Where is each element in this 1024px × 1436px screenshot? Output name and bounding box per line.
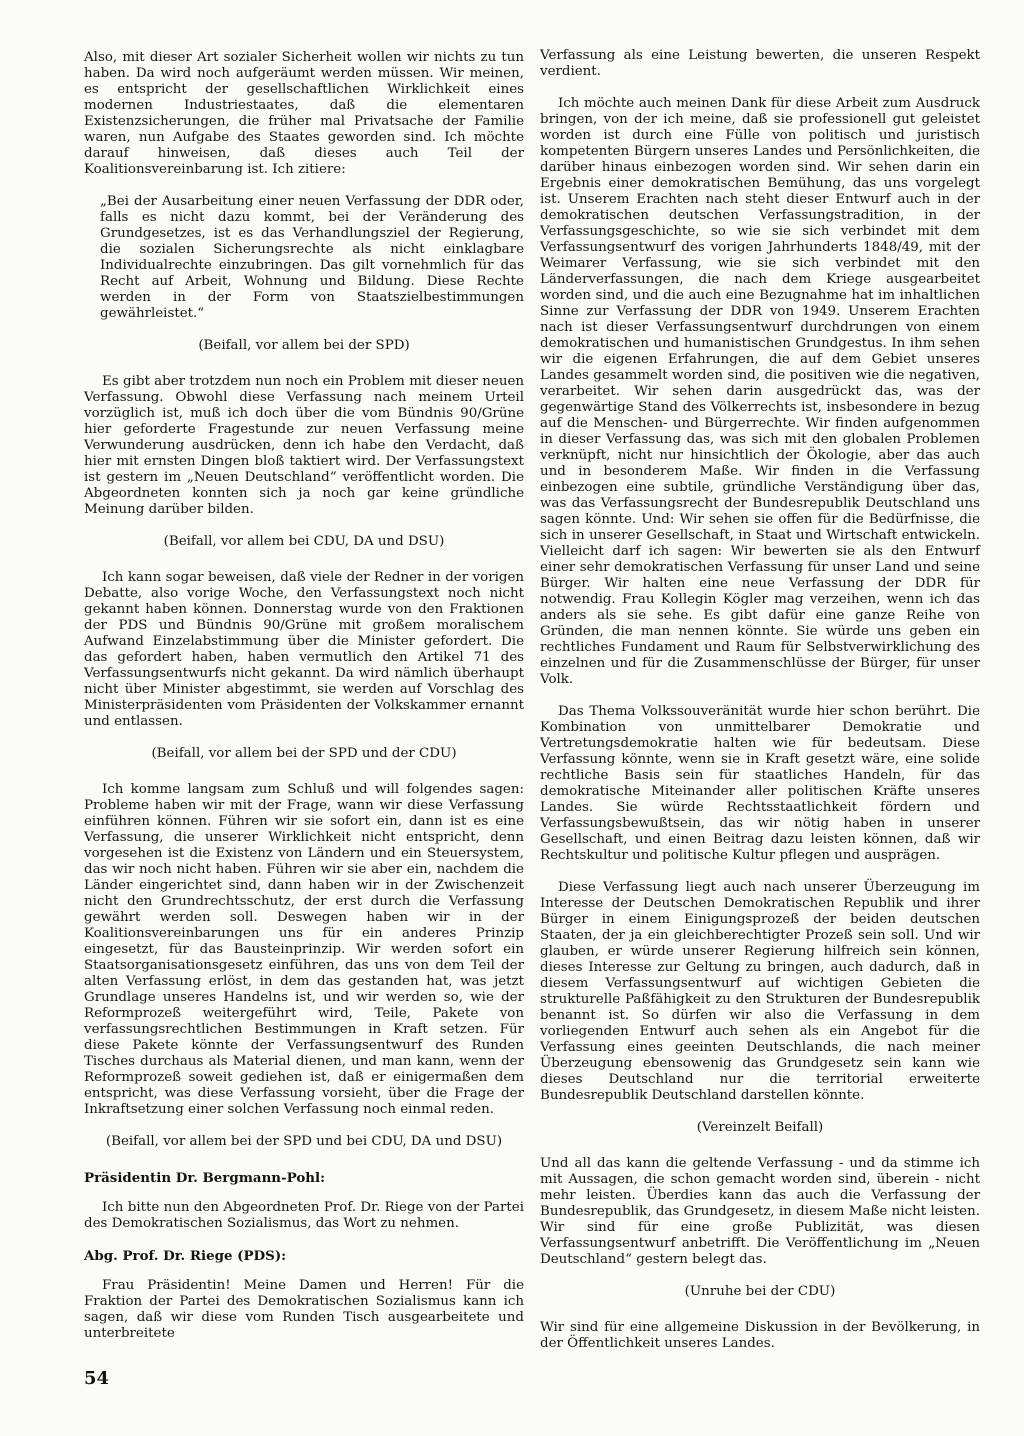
applause-note: (Beifall, vor allem bei der SPD und bei CDU, DA und DSU) xyxy=(105,1134,503,1149)
speaker-heading: Präsidentin Dr. Bergmann-Pohl: xyxy=(84,1170,326,1186)
paragraph: Ich bitte nun den Abgeordneten Prof. Dr. Riege von der Partei des Demokratischen Sozialismus, das Wort zu nehmen. xyxy=(84,1200,524,1231)
applause-note: (Beifall, vor allem bei CDU, DA und DSU) xyxy=(163,534,445,549)
paragraph: Und all das kann die geltende Verfassung - und da stimme ich mit Aussagen, die schon gemacht worden sind, überein - nicht mehr leisten. Überdies kann das auch die Verfassung der Bundesrepublik, das Grundgesetz, in diesem Maße nicht leisten. Wir sind für eine große Publizität, was diesen Verfassungsentwurf anbetrifft. Die Veröffentlichung im „Neuen Deutschland“ gestern belegt das. xyxy=(540,1156,980,1267)
paragraph: Es gibt aber trotzdem nun noch ein Problem mit dieser neuen Verfassung. Obwohl diese Verfassung nach meinem Urteil vorzüglich ist, muß ich doch über die vom Bündnis 90/Grüne hier geforderte Fragestunde zur neuen Verfassung meine Verwunderung ausdrücken, denn ich habe den Verdacht, daß hier mit ernsten Dingen bloß taktiert wird. Der Verfassungstext ist gestern im „Neuen Deutschland“ veröffentlicht worden. Die Abgeordneten konnten sich ja noch gar keine gründliche Meinung darüber bilden. xyxy=(84,374,524,517)
left-column xyxy=(84,50,524,1358)
paragraph: Also, mit dieser Art sozialer Sicherheit wollen wir nichts zu tun haben. Da wird noch aufgeräumt werden müssen. Wir meinen, es entspricht der gesellschaftlichen Wirklichkeit eines modernen Industriestaates, daß die elementaren Existenzsicherungen, die früher mal Privatsache der Familie waren, nun Aufgabe des Staates geworden sind. Ich möchte darauf hinweisen, daß dieses auch Teil der Koalitionsvereinbarung ist. Ich zitiere: xyxy=(84,50,524,177)
paragraph: Wir sind für eine allgemeine Diskussion in der Bevölkerung, in der Öffentlichkeit unseres Landes. xyxy=(540,1320,980,1351)
paragraph: Ich kann sogar beweisen, daß viele der Redner in der vorigen Debatte, also vorige Woche, den Verfassungstext noch nicht gekannt haben können. Donnerstag wurde von den Fraktionen der PDS und Bündnis 90/Grüne mit großem moralischem Aufwand Einzelabstimmung über die Minister gefordert. Die das gefordert haben, haben vermutlich den Artikel 71 des Verfassungsentwurfs nicht gekannt. Da wird nämlich überhaupt nicht über Minister abgestimmt, sie werden auf Vorschlag des Ministerpräsidenten vom Präsidenten der Volkskammer ernannt und entlassen. xyxy=(84,570,524,729)
paragraph: Ich möchte auch meinen Dank für diese Arbeit zum Ausdruck bringen, von der ich meine, daß sie professionell gut geleistet worden ist durch eine Fülle von politisch und juristisch kompetenten Bürgern unseres Landes und Persönlichkeiten, die darüber hinaus einbezogen worden sind. Wir sehen darin ein Ergebnis einer demokratischen Bemühung, das uns vorgelegt ist. Unserem Erachten nach steht dieser Entwurf auch in der demokratischen deutschen Verfassungstradition, in der Verfassungsgeschichte, so wie sie sich verbindet mit dem Verfassungsentwurf des vorigen Jahrhunderts 1848/49, mit der Weimarer Verfassung, wie sie sich verbindet mit den Länderverfassungen, die nach dem Kriege ausgearbeitet worden sind, und die auch eine Bezugnahme hat im inhaltlichen Sinne zur Verfassung der DDR von 1949. Unserem Erachten nach ist dieser Verfassungsentwurf durchdrungen von einem demokratischen und humanistischen Grundgestus. In ihm sehen wir die eigenen Erfahrungen, die auf dem Gebiet unseres Landes gesammelt worden sind, die positiven wie die negativen, verarbeitet. Wir sehen darin ausgedrückt das, was der gegenwärtige Stand des Völkerrechts ist, insbesondere in bezug auf die Menschen- und Bürgerrechte. Wir finden aufgenommen in dieser Verfassung das, was sich mit den globalen Problemen verknüpft, nicht nur hinsichtlich der Ökologie, aber das auch und in besonderem Maße. Wir finden in die Verfassung einbezogen eine subtile, gründliche Verständigung über das, was das Verfassungsrecht der Bundesrepublik Deutschland uns sagen könnte. Und: Wir sehen sie offen für die Bedürfnisse, die sich in unserer Gesellschaft, in Staat und Wirtschaft entwickeln. Vielleicht darf ich sagen: Wir bewerten sie als den Entwurf einer sehr demokratischen Verfassung für unser Land und seine Bürger. Wir halten eine neue Verfassung der DDR für notwendig. Frau Kollegin Kögler mag verzeihen, wenn ich das anders als sie sehe. Es gibt dafür eine ganze Reihe von Gründen, die man nennen könnte. Sie würde uns geben ein rechtliches Fundament und Raum für Selbstverwirklichung des einzelnen und für die Zusammenschlüsse der Bürger, für unser Volk. xyxy=(540,96,980,687)
paragraph: Diese Verfassung liegt auch nach unserer Überzeugung im Interesse der Deutschen Demokratischen Republik und ihrer Bürger in einem Einigungsprozeß der beiden deutschen Staaten, der ja ein gleichberechtigter Prozeß sein soll. Und wir glauben, er würde unserer Regierung hilfreich sein können, dieses Interesse zur Geltung zu bringen, auch dadurch, daß in diesem Verfassungsentwurf auf wichtigen Gebieten die strukturelle Paßfähigkeit zu den Strukturen der Bundesrepublik benannt ist. So dürfen wir also die Verfassung in dem vorliegenden Entwurf auch sehen als ein Angebot für die Verfassung eines geeinten Deutschlands, die nach meiner Überzeugung ebensowenig das Grundgesetz sein kann wie dieses Deutschland nur die territorial erweiterte Bundesrepublik Deutschland darstellen könnte. xyxy=(540,880,980,1103)
paragraph: Das Thema Volkssouveränität wurde hier schon berührt. Die Kombination von unmittelbarer Demokratie und Vertretungsdemokratie halten wie für bedeutsam. Diese Verfassung könnte, wenn sie in Kraft gesetzt wäre, eine solide rechtliche Basis sein für staatliches Handeln, für das demokratische Miteinander aller politischen Kräfte unseres Landes. Sie würde Rechtsstaatlichkeit fördern und Verfassungsbewußtsein, das wir nötig haben in unserer Gesellschaft, und einen Beitrag dazu leisten können, daß wir Rechtskultur und politische Kultur pflegen und ausprägen. xyxy=(540,704,980,863)
paragraph: Ich komme langsam zum Schluß und will folgendes sagen: Probleme haben wir mit der Frage, wann wir diese Verfassung einführen können. Führen wir sie sofort ein, dann ist es eine Verfassung, die unserer Wirklichkeit nicht entspricht, denn vorgesehen ist die Existenz von Ländern und ein Steuersystem, das wir noch nicht haben. Führen wir sie aber ein, nachdem die Länder eingerichtet sind, dann haben wir in der Zwischenzeit nicht den Grundrechtsschutz, der erst durch die Verfassung gewährt werden soll. Deswegen haben wir in der Koalitionsvereinbarungen uns für ein anderes Prinzip eingesetzt, für das Bausteinprinzip. Wir werden sofort ein Staatsorganisationsgesetz einführen, das uns von dem Teil der alten Verfassung erlöst, in dem das gestanden hat, was jetzt Grundlage unseres Handelns ist, und wir werden so, wie der Reformprozeß weitergeführt wird, Teile, Pakete von verfassungsrechtlichen Bestimmungen in Kraft setzen. Für diese Pakete könnte der Verfassungsentwurf des Runden Tisches durchaus als Material dienen, und man kann, wenn der Reformprozeß soweit gediehen ist, daß er einigermaßen dem entspricht, was diese Verfassung vorsieht, über die Frage der Inkraftsetzung einer solchen Verfassung noch einmal reden. xyxy=(84,782,524,1117)
applause-note: (Beifall, vor allem bei der SPD und der CDU) xyxy=(151,746,457,761)
applause-note: (Vereinzelt Beifall) xyxy=(696,1120,824,1135)
applause-note: (Unruhe bei der CDU) xyxy=(684,1284,836,1299)
page-number: 54 xyxy=(84,1368,110,1389)
applause-note: (Beifall, vor allem bei der SPD) xyxy=(198,338,410,353)
right-column xyxy=(540,48,980,1368)
quotation: „Bei der Ausarbeitung einer neuen Verfassung der DDR oder, falls es nicht dazu kommt, bei der Veränderung des Grundgesetzes, ist es das Verhandlungsziel der Regierung, die sozialen Sicherungsrechte als nicht einklagbare Individualrechte einzubringen. Das gilt vornehmlich für das Recht auf Arbeit, Wohnung und Bildung. Diese Rechte werden in der Form von Staatszielbestimmungen gewährleistet.“ xyxy=(100,194,524,321)
paragraph: Frau Präsidentin! Meine Damen und Herren! Für die Fraktion der Partei des Demokratischen Sozialismus kann ich sagen, daß wir diese vom Runden Tisch ausgearbeitete und unterbreitete xyxy=(84,1278,524,1341)
speaker-heading: Abg. Prof. Dr. Riege (PDS): xyxy=(84,1248,287,1264)
paragraph: Verfassung als eine Leistung bewerten, die unseren Respekt verdient. xyxy=(540,48,980,79)
